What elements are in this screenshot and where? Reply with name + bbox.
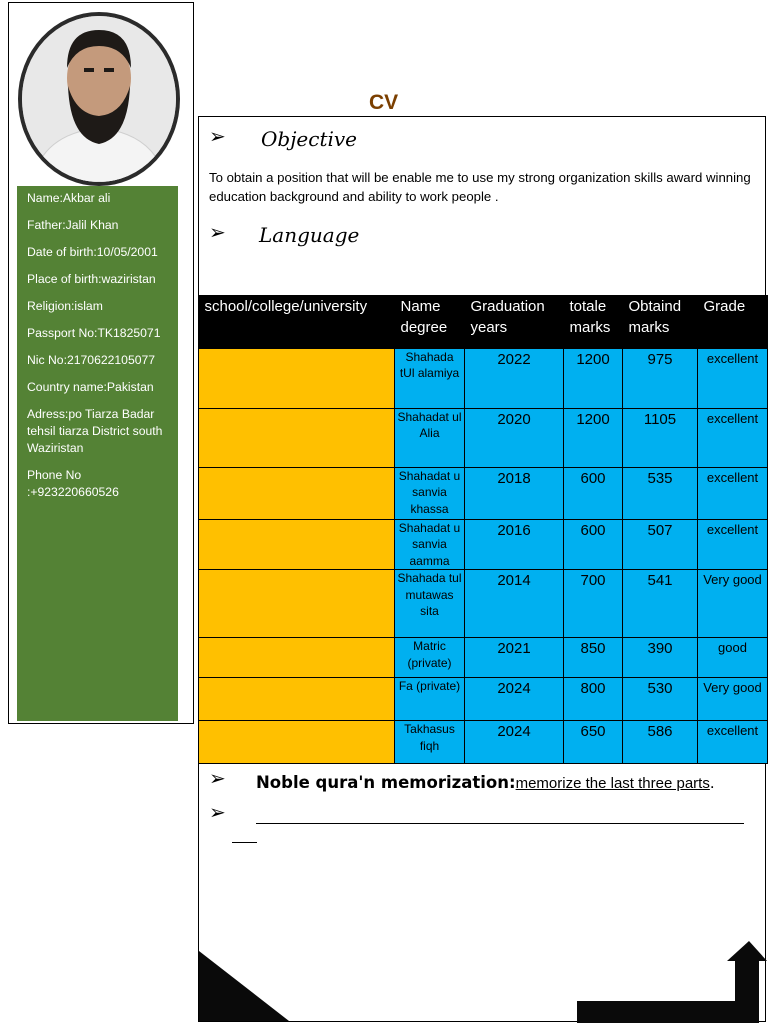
column-header-grade: Grade	[698, 295, 768, 348]
quran-end: .	[709, 773, 715, 792]
objective-heading: Objective	[261, 127, 358, 151]
degree-cell: Shahada tUl alamiya	[395, 348, 465, 408]
language-heading: Language	[259, 223, 360, 247]
grade-cell: excellent	[698, 348, 768, 408]
grade-cell: Very good	[698, 570, 768, 638]
degree-cell: Fa (private)	[395, 678, 465, 721]
degree-cell: Takhasus fiqh	[395, 721, 465, 764]
obtained-cell: 975	[623, 348, 698, 408]
quran-label: Noble qura'n memorization:	[256, 773, 516, 792]
degree-cell: Shahadat u sanvia aamma	[395, 519, 465, 570]
school-cell	[199, 678, 395, 721]
profile-phone: Phone No :+923220660526	[27, 468, 119, 499]
degree-cell: Matric (private)	[395, 638, 465, 678]
year-cell: 2018	[465, 467, 564, 519]
profile-religion: Religion:islam	[27, 299, 103, 313]
total-cell: 600	[564, 467, 623, 519]
profile-nic: Nic No:2170622105077	[27, 353, 156, 367]
school-cell	[199, 519, 395, 570]
column-header-total: totale marks	[564, 295, 623, 348]
degree-cell: Shahadat ul Alia	[395, 408, 465, 467]
profile-passport: Passport No:TK1825071	[27, 326, 161, 340]
table-row	[199, 638, 768, 678]
bullet-arrow-icon: ➢	[209, 126, 226, 148]
grade-cell: Very good	[698, 678, 768, 721]
avatar	[22, 16, 176, 182]
bullet-arrow-icon: ➢	[209, 768, 226, 790]
table-row	[199, 408, 768, 467]
total-cell: 700	[564, 570, 623, 638]
table-row	[199, 721, 768, 764]
school-cell	[199, 570, 395, 638]
obtained-cell: 1105	[623, 408, 698, 467]
corner-arrow-icon	[575, 941, 767, 1023]
grade-cell: excellent	[698, 721, 768, 764]
school-cell	[199, 638, 395, 678]
table-row	[199, 348, 768, 408]
profile-place-of-birth: Place of birth:waziristan	[27, 272, 156, 286]
degree-cell: Shahadat u sanvia khassa	[395, 467, 465, 519]
table-row	[199, 678, 768, 721]
table-header-row	[199, 295, 768, 348]
blank-line	[256, 823, 744, 824]
obtained-cell: 535	[623, 467, 698, 519]
year-cell: 2014	[465, 570, 564, 638]
year-cell: 2024	[465, 721, 564, 764]
grade-cell: good	[698, 638, 768, 678]
grade-cell: excellent	[698, 467, 768, 519]
obtained-cell: 390	[623, 638, 698, 678]
profile-date-of-birth: Date of birth:10/05/2001	[27, 245, 158, 259]
year-cell: 2021	[465, 638, 564, 678]
total-cell: 650	[564, 721, 623, 764]
profile-info-panel	[17, 186, 178, 721]
profile-father: Father:Jalil Khan	[27, 218, 119, 232]
obtained-cell: 530	[623, 678, 698, 721]
total-cell: 850	[564, 638, 623, 678]
year-cell: 2024	[465, 678, 564, 721]
school-cell	[199, 408, 395, 467]
school-cell	[199, 348, 395, 408]
school-cell	[199, 721, 395, 764]
total-cell: 800	[564, 678, 623, 721]
column-header-obtained: Obtaind marks	[623, 295, 698, 348]
year-cell: 2016	[465, 519, 564, 570]
school-cell	[199, 467, 395, 519]
quran-text: memorize the last three parts	[515, 775, 710, 792]
grade-cell: excellent	[698, 408, 768, 467]
year-cell: 2020	[465, 408, 564, 467]
obtained-cell: 541	[623, 570, 698, 638]
grade-cell: excellent	[698, 519, 768, 570]
total-cell: 1200	[564, 408, 623, 467]
table-row	[199, 467, 768, 519]
table-row	[199, 570, 768, 638]
profile-country: Country name:Pakistan	[27, 380, 154, 394]
corner-triangle-icon	[199, 951, 289, 1021]
profile-photo	[18, 12, 180, 186]
objective-text: To obtain a position that will be enable me to use my strong organization skills award winning education background and ability to work people .	[209, 170, 751, 204]
profile-address: Adress:po Tiarza Badar tehsil tiarza District south Waziristan	[27, 407, 163, 455]
column-header-year: Graduation years	[465, 295, 564, 348]
bullet-arrow-icon: ➢	[209, 802, 226, 824]
obtained-cell: 507	[623, 519, 698, 570]
year-cell: 2022	[465, 348, 564, 408]
profile-name: Name:Akbar ali	[27, 191, 111, 205]
education-table	[198, 295, 768, 764]
degree-cell: Shahada tul mutawas sita	[395, 570, 465, 638]
page-title: CV	[369, 91, 399, 114]
table-row	[199, 519, 768, 570]
bullet-arrow-icon: ➢	[209, 222, 226, 244]
blank-line-short	[232, 842, 257, 843]
total-cell: 600	[564, 519, 623, 570]
quran-memorization	[256, 773, 715, 793]
obtained-cell: 586	[623, 721, 698, 764]
total-cell: 1200	[564, 348, 623, 408]
column-header-degree: Name degree	[395, 295, 465, 348]
column-header-school: school/college/university	[199, 295, 395, 348]
